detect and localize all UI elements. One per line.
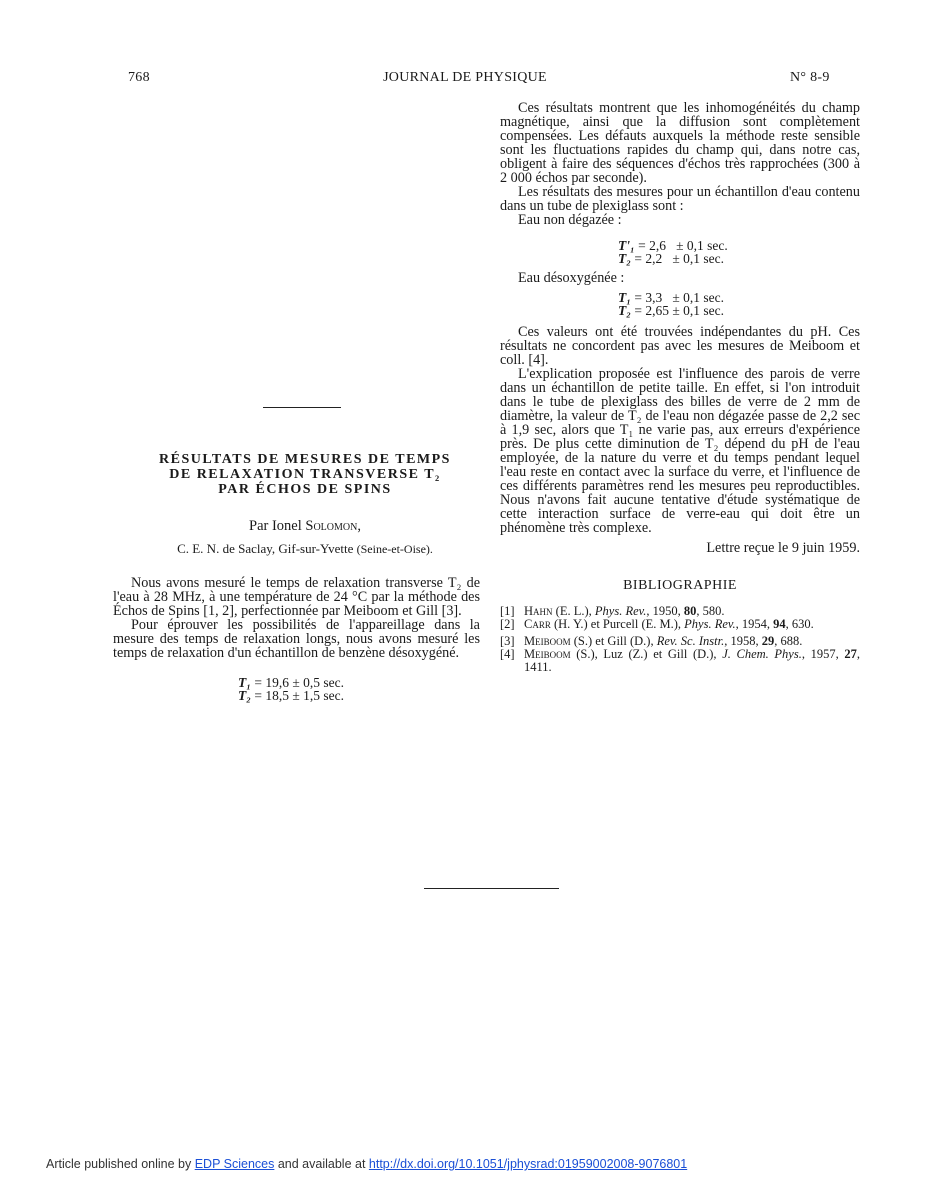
footer-text: Article published online by xyxy=(46,1157,195,1171)
affiliation-region: (Seine-et-Oise). xyxy=(356,542,433,556)
equation-value: = 2,2 ± 0,1 sec. xyxy=(634,251,724,266)
paragraph: Nous avons mesuré le temps de relaxation transverse T₂ de l'eau à 28 MHz, à une température de 24 °C par la méthode des Échos de Spins [1, 2], perfectionnée par Meiboom et Gill [3]. xyxy=(113,575,480,619)
equation-symbol: T₁ xyxy=(618,290,631,305)
doi-link[interactable]: http://dx.doi.org/10.1051/jphysrad:01959002008-9076801 xyxy=(368,1157,688,1171)
reference-number: [1] xyxy=(500,604,515,618)
reference-text: , 1954, xyxy=(735,617,774,631)
equation-block xyxy=(618,291,860,317)
equation-symbol: T₂ xyxy=(238,688,251,703)
right-column xyxy=(500,101,860,674)
bibliography-heading: BIBLIOGRAPHIE xyxy=(623,578,737,593)
separator-rule xyxy=(263,407,341,408)
received-date: Lettre reçue le 9 juin 1959. xyxy=(706,540,860,556)
reference-page: , 688. xyxy=(774,634,803,648)
author-name: Solomon, xyxy=(305,518,361,534)
title-line: DE RELAXATION TRANSVERSE T₂ xyxy=(169,467,441,482)
equation-value: = 2,6 ± 0,1 sec. xyxy=(638,238,728,253)
equation-symbol: T'₁ xyxy=(618,238,635,253)
author-line xyxy=(130,518,480,535)
title-line: RÉSULTATS DE MESURES DE TEMPS xyxy=(159,452,451,467)
reference-text: (S.) et Gill (D.), xyxy=(570,634,657,648)
reference-text: , 1958, xyxy=(724,634,762,648)
reference-authors: Carr xyxy=(524,617,551,631)
reference-authors: Meiboom xyxy=(524,647,571,661)
equation-block xyxy=(238,676,480,702)
reference-journal: Rev. Sc. Instr. xyxy=(656,634,725,648)
paragraph: Ces valeurs ont été trouvées indépendantes du pH. Ces résultats ne concordent pas avec les mesures de Meiboom et coll. [4]. xyxy=(500,324,860,368)
reference-text: (E. L.), xyxy=(552,604,595,618)
equation-value: = 19,6 ± 0,5 sec. xyxy=(254,675,344,690)
reference-volume: 27 xyxy=(844,647,857,661)
publisher-link[interactable]: EDP Sciences xyxy=(194,1157,275,1171)
publication-footer xyxy=(46,1157,687,1171)
equation-block xyxy=(618,239,860,265)
equation-symbol: T₂ xyxy=(618,251,631,266)
reference-journal: Phys. Rev. xyxy=(684,617,736,631)
reference-page: , 580. xyxy=(696,604,725,618)
reference-authors: Hahn xyxy=(524,604,553,618)
affiliation xyxy=(130,541,480,557)
bibliography-list xyxy=(500,605,860,674)
reference-volume: 80 xyxy=(683,604,697,618)
paragraph: L'explication proposée est l'influence des parois de verre dans un échantillon de petite taille. En effet, si l'on introduit dans le tube de plexiglass des billes de verre de 2 mm de diamètre, la valeur de T₂ de l'eau non dégazée passe de 2,2 sec à 1,9 sec, alors que T₁ ne varie pas, aux erreurs d'expérience près. De plus cette diminution de T₂ dépend du pH de l'eau employée, de la nature du verre et du temps pendant lequel l'eau reste en contact avec la surface du verre, et l'influence de ces différents paramètres rend les mesures peu reproductibles. Nous n'avons fait aucune tentative d'étude systématique de cette interaction surface de verre-eau qui doit être un phénomène très complexe. xyxy=(500,366,860,536)
equation-symbol: T₂ xyxy=(618,303,631,318)
reference-text: (H. Y.) et Purcell (E. M.), xyxy=(550,617,685,631)
paragraph: Les résultats des mesures pour un échantillon d'eau contenu dans un tube de plexiglass sont : xyxy=(500,184,860,214)
reference-item xyxy=(500,618,860,631)
article-body xyxy=(113,576,480,702)
journal-title: JOURNAL DE PHYSIQUE xyxy=(383,70,547,85)
reference-page: , 630. xyxy=(785,617,814,631)
equation-value: = 3,3 ± 0,1 sec. xyxy=(634,290,724,305)
footer-text: and available at xyxy=(274,1157,369,1171)
reference-number: [4] xyxy=(500,647,515,661)
reference-volume: 94 xyxy=(773,617,786,631)
paragraph: Ces résultats montrent que les inhomogénéités du champ magnétique, ainsi que la diffusion sont complètement compensées. Les défauts auxquels la méthode reste sensible sont les fluctuations rapides du champ qui, dans notre cas, obligent à faire des séquences d'échos très rapprochées (300 à 2 000 échos par seconde). xyxy=(500,100,860,186)
label: Eau non dégazée : xyxy=(518,212,622,228)
end-rule xyxy=(424,888,559,889)
reference-number: [3] xyxy=(500,634,515,648)
label: Eau désoxygénée : xyxy=(518,270,625,286)
author-prefix: Par Ionel xyxy=(249,518,306,534)
reference-volume: 29 xyxy=(761,634,775,648)
equation-value: = 18,5 ± 1,5 sec. xyxy=(254,688,344,703)
equation-symbol: T₁ xyxy=(238,675,251,690)
reference-text: (S.), Luz (Z.) et Gill (D.), xyxy=(570,647,723,661)
title-line: PAR ÉCHOS DE SPINS xyxy=(218,482,392,497)
reference-number: [2] xyxy=(500,617,515,631)
reference-page: , 1411. xyxy=(524,647,860,674)
reference-authors: Meiboom xyxy=(524,634,571,648)
reference-journal: Phys. Rev. xyxy=(594,604,647,618)
article-title xyxy=(130,452,480,497)
reference-item xyxy=(500,648,860,674)
reference-text: , 1950, xyxy=(646,604,684,618)
reference-text: , 1957, xyxy=(801,647,845,661)
paragraph: Pour éprouver les possibilités de l'appareillage dans la mesure des temps de relaxation longs, nous avons mesuré les temps de relaxation d'un échantillon de benzène désoxygéné. xyxy=(113,617,480,661)
equation-value: = 2,65 ± 0,1 sec. xyxy=(634,303,724,318)
issue-number: N° 8-9 xyxy=(790,70,830,85)
affiliation-main: C. E. N. de Saclay, Gif-sur-Yvette xyxy=(177,541,357,556)
page-number: 768 xyxy=(128,70,150,85)
reference-journal: J. Chem. Phys. xyxy=(722,647,802,661)
